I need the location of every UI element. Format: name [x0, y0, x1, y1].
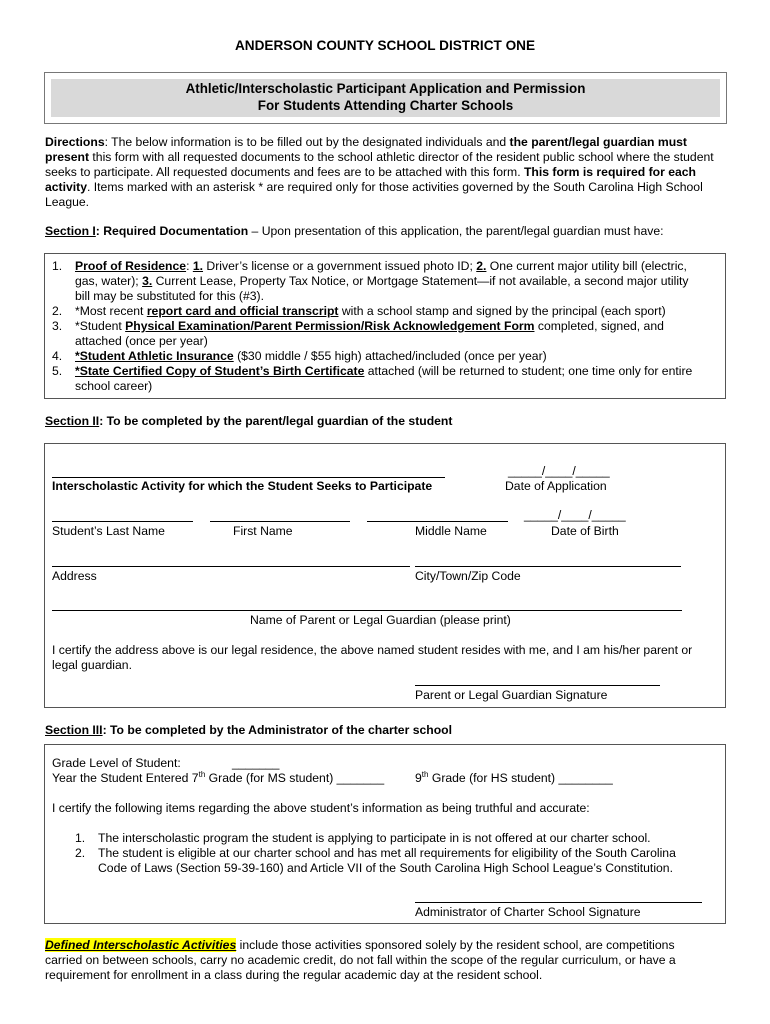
- item-text-part: *Student: [75, 319, 126, 333]
- item-line: [75, 259, 715, 274]
- form-title-shaded: [51, 79, 720, 117]
- directions-text: seeks to participate. All requested documents and fees are to be attached with this form.: [45, 165, 524, 179]
- guardian-signature-label: Parent or Legal Guardian Signature: [415, 688, 608, 702]
- city-zip-label: City/Town/Zip Code: [415, 569, 521, 583]
- directions-label: Directions: [45, 135, 105, 149]
- admin-signature-line[interactable]: [415, 902, 702, 903]
- ms-entry-text: Year the Student Entered 7: [52, 771, 199, 785]
- directions-emphasis: the parent/legal guardian must: [509, 135, 687, 149]
- section2-heading: [45, 414, 727, 429]
- item-text-part: ($30 middle / $55 high) attached/included (once per year): [233, 349, 547, 363]
- sub-number: 1.: [192, 259, 204, 273]
- item-text: [75, 349, 715, 364]
- last-name-input-line[interactable]: [52, 521, 193, 522]
- first-name-label: First Name: [233, 524, 293, 538]
- directions-emphasis: present: [45, 150, 90, 164]
- application-date-label: Date of Application: [505, 479, 607, 493]
- report-card-label: report card and official transcript: [146, 304, 339, 318]
- application-date-field[interactable]: _____/____/_____: [508, 464, 610, 478]
- section1-heading: [45, 224, 727, 239]
- directions-line-5: League.: [45, 195, 90, 209]
- item-text-part: completed, signed, and: [534, 319, 664, 333]
- middle-name-input-line[interactable]: [367, 521, 508, 522]
- grade-level-field[interactable]: _______: [232, 756, 280, 770]
- definition-line: carried on between schools, carry no academic credit, do not fall within the scope of the regular curriculum, or have a: [45, 953, 676, 967]
- sub-number: 3.: [142, 274, 153, 288]
- item-line: The student is eligible at our charter school and has met all requirements for eligibility of the South Carolina: [98, 846, 676, 860]
- item-line: [75, 274, 715, 289]
- insurance-label: *Student Athletic Insurance: [75, 349, 234, 363]
- ordinal-suffix: th: [421, 769, 429, 779]
- item-text-part: Driver’s license or a government issued photo ID;: [203, 259, 477, 273]
- proof-of-residence-label: Proof of Residence: [75, 259, 187, 273]
- definition-line: [45, 938, 727, 953]
- first-name-input-line[interactable]: [210, 521, 350, 522]
- guardian-name-label: Name of Parent or Legal Guardian (please print): [250, 613, 511, 627]
- admin-certification-text: I certify the following items regarding the above student’s information as being truthful and accurate:: [52, 801, 590, 815]
- form-title-line2: For Students Attending Charter Schools: [257, 98, 514, 113]
- item-line: school career): [75, 379, 153, 393]
- section2-label: Section II: [45, 414, 100, 428]
- directions-text: this form with all requested documents to the school athletic director of the resident public school where the student: [89, 150, 714, 164]
- item-line: [75, 319, 715, 334]
- section1-label: Section I: [45, 224, 96, 238]
- item-line: [75, 364, 715, 379]
- item-text-part: with a school stamp and signed by the principal (each sport): [338, 304, 666, 318]
- item-text-part: *Most recent: [75, 304, 147, 318]
- item-line: Code of Laws (Section 59-39-160) and Article VII of the South Carolina High School League’s Constitution.: [98, 861, 673, 875]
- item-text: [75, 319, 715, 349]
- activity-input-line[interactable]: [52, 477, 445, 478]
- last-name-label: Student’s Last Name: [52, 524, 165, 538]
- activities-definition: [45, 938, 727, 983]
- item-text: [75, 364, 715, 394]
- form-title-box: [44, 72, 727, 124]
- city-input-line[interactable]: [415, 566, 681, 567]
- item-number: 5.: [52, 364, 63, 378]
- directions-paragraph: [45, 135, 727, 210]
- section3-title: : To be completed by the Administrator of the charter school: [102, 723, 452, 737]
- item-number: 1.: [52, 259, 63, 273]
- directions-line-4: [45, 180, 727, 195]
- district-title: ANDERSON COUNTY SCHOOL DISTRICT ONE: [234, 38, 536, 53]
- item-line: attached (once per year): [75, 334, 208, 348]
- ms-entry-year-field[interactable]: [52, 771, 384, 786]
- form-title-line1: Athletic/Interscholastic Participant Application and Permission: [185, 81, 586, 96]
- birth-certificate-label: *State Certified Copy of Student’s Birth Certificate: [75, 364, 365, 378]
- guardian-name-input-line[interactable]: [52, 610, 682, 611]
- item-text: [75, 304, 715, 319]
- directions-emphasis: activity: [45, 180, 88, 194]
- hs-entry-text: Grade (for HS student) ________: [428, 771, 613, 785]
- directions-text: . Items marked with an asterisk * are required only for those activities governed by the South Carolina High School: [87, 180, 703, 194]
- item-number: 1.: [75, 831, 86, 845]
- section1-description: – Upon presentation of this application, the parent/legal guardian must have:: [248, 224, 664, 238]
- birth-date-field[interactable]: _____/____/_____: [524, 508, 626, 522]
- definition-text: include those activities sponsored solely by the resident school, are competitions: [236, 938, 675, 952]
- certification-line: legal guardian.: [52, 658, 132, 672]
- item-text-part: :: [186, 259, 193, 273]
- directions-emphasis: This form is required for each: [523, 165, 696, 179]
- definition-line: requirement for enrollment in a class during the regular academic day at the resident school.: [45, 968, 543, 982]
- item-number: 3.: [52, 319, 63, 333]
- item-number: 2.: [75, 846, 86, 860]
- activity-label: Interscholastic Activity for which the Student Seeks to Participate: [52, 479, 433, 493]
- address-input-line[interactable]: [52, 566, 410, 567]
- section1-title: : Required Documentation: [95, 224, 249, 238]
- guardian-certification: [52, 643, 720, 673]
- item-text: [98, 846, 718, 876]
- item-number: 2.: [52, 304, 63, 318]
- middle-name-label: Middle Name: [415, 524, 487, 538]
- hs-entry-text: 9: [415, 771, 422, 785]
- item-line: bill may be substituted for this (#3).: [75, 289, 264, 303]
- admin-signature-label: Administrator of Charter School Signature: [415, 905, 641, 919]
- item-text-part: gas, water);: [75, 274, 143, 288]
- directions-line-3: [45, 165, 727, 180]
- section3-label: Section III: [45, 723, 103, 737]
- directions-line-1: [45, 135, 727, 150]
- item-text-part: attached (will be returned to student; one time only for entire: [364, 364, 693, 378]
- hs-entry-year-field[interactable]: [415, 771, 613, 786]
- directions-text: : The below information is to be filled out by the designated individuals and: [104, 135, 510, 149]
- ordinal-suffix: th: [198, 769, 206, 779]
- certification-line: I certify the address above is our legal residence, the above named student resides with me, and I am his/her parent or: [52, 643, 693, 657]
- address-label: Address: [52, 569, 97, 583]
- directions-line-2: [45, 150, 727, 165]
- ms-entry-text: Grade (for MS student) _______: [205, 771, 385, 785]
- item-number: 4.: [52, 349, 63, 363]
- item-text-part: Current Lease, Property Tax Notice, or Mortgage Statement—if not available, a second major utility: [152, 274, 689, 288]
- section2-title: : To be completed by the parent/legal guardian of the student: [99, 414, 453, 428]
- sub-number: 2.: [476, 259, 487, 273]
- item-text: [75, 259, 715, 304]
- physical-exam-form-label: Physical Examination/Parent Permission/Risk Acknowledgement Form: [125, 319, 535, 333]
- defined-activities-term: Defined Interscholastic Activities: [45, 938, 237, 952]
- item-text: The interscholastic program the student is applying to participate in is not offered at our charter school.: [98, 831, 651, 845]
- birth-date-label: Date of Birth: [551, 524, 619, 538]
- guardian-signature-line[interactable]: [415, 685, 660, 686]
- item-text-part: One current major utility bill (electric,: [486, 259, 687, 273]
- section3-heading: [45, 723, 727, 738]
- grade-level-label: Grade Level of Student:: [52, 756, 181, 770]
